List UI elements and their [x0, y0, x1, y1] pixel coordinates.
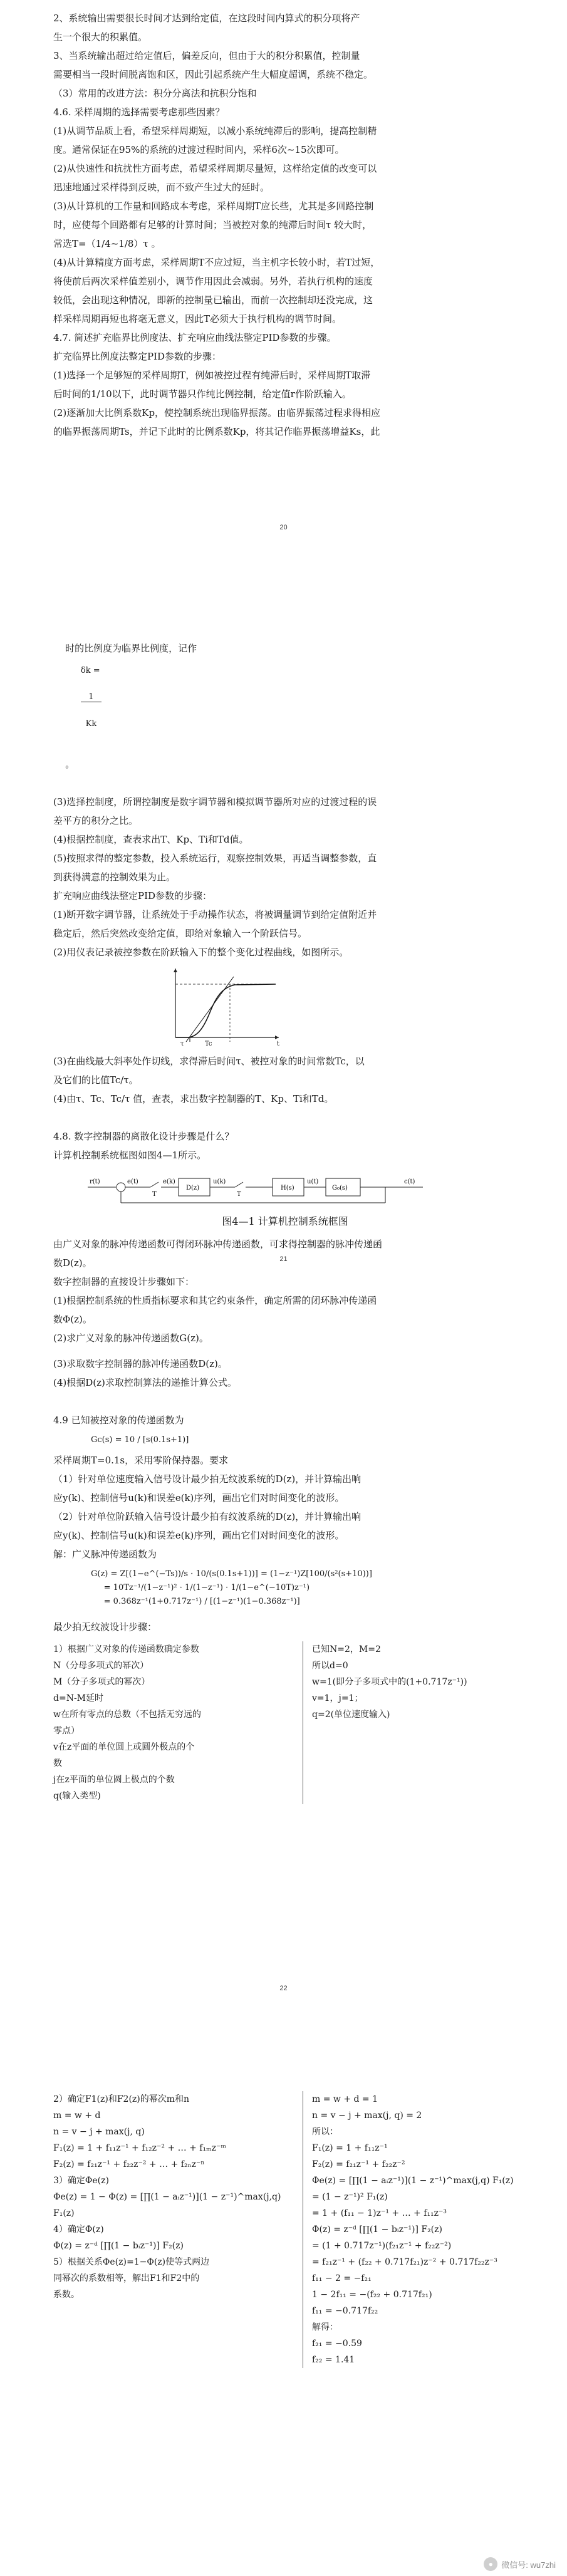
text-line: f₁₁ − 2 = −f₂₁: [312, 2273, 372, 2283]
text-line: M（分子多项式的幂次）: [53, 1677, 150, 1687]
text-line: 稳定后，然后突然改变给定值，即给对象输入一个阶跃信号。: [53, 928, 308, 939]
text-line: 4.7. 简述扩充临界比例度法、扩充响应曲线法整定PID参数的步骤。: [53, 332, 336, 343]
text-line: (4)根据控制度，查表求出T、Kp、Ti和Td值。: [53, 834, 249, 845]
page-1-text: [53, 9, 517, 441]
page-number: 21: [279, 1255, 288, 1263]
t-label: t: [277, 1041, 280, 1047]
step-response-plot: [160, 965, 285, 1047]
text-line: 生一个很大的积累值。: [53, 31, 148, 43]
text-line: 同幂次的系数相等，解出F1和F2中的: [53, 2273, 200, 2283]
text-line: (1)根据控制系统的性质指标要求和其它约束条件，确定所需的闭环脉冲传递函: [53, 1295, 377, 1306]
page-2-text-a: [53, 792, 517, 962]
svg-text:T: T: [152, 1191, 157, 1198]
text-line: F₂(z) = f₂₁z⁻¹ + f₂₂z⁻² + … + f₂ₙz⁻ⁿ: [53, 2159, 205, 2169]
text-line: (4)根据D(z)求取控制算法的递推计算公式。: [53, 1377, 237, 1388]
text-line: (2)从快速性和抗扰性方面考虑，希望采样周期尽量短，这样给定值的改变可以: [53, 163, 377, 174]
text-line: 解：广义脉冲传递函数为: [53, 1549, 157, 1560]
text-line: f₂₁ = −0.59: [312, 2339, 362, 2349]
text-line: 较低，会出现这种情况，即新的控制量已输出，而前一次控制却还没完成，这: [53, 294, 373, 306]
controller-label: D(z): [186, 1185, 200, 1192]
text-line: 已知N=2，M=2: [312, 1644, 381, 1654]
text-line: (3)选择控制度，所谓控制度是数字调节器和模拟调节器所对应的过渡过程的误: [53, 796, 377, 808]
page-number: 22: [279, 1985, 288, 1992]
critical-ratio-line: 时的比例度为临界比例度，记作 δk = $\frac{1}{Kk}$ 。: [65, 643, 197, 770]
block-diagram-svg: [85, 1168, 435, 1207]
text-line: m = w + d = 1: [312, 2094, 378, 2104]
text-line: F₁(z) = 1 + f₁₁z⁻¹ + f₁₂z⁻² + … + f₁ₘz⁻ᵐ: [53, 2143, 226, 2153]
text-line: v在z平面的单位圆上或圆外极点的个: [53, 1742, 195, 1752]
text-line: (4)由τ、Tc、Tc/τ 值，查表，求出数字控制器的T、Kp、Ti和Td。: [53, 1093, 334, 1104]
step-response-figure: [160, 965, 285, 1047]
text-line: (3)在曲线最大斜率处作切线，求得滞后时间τ、被控对象的时间常数Tc，以: [53, 1056, 365, 1067]
text-line: (1)从调节品质上看，希望采样周期短，以减小系统纯滞后的影响，提高控制精: [53, 125, 377, 137]
ut-label: u(t): [307, 1178, 319, 1185]
text-line: (1)选择一个足够短的采样周期T，例如被控过程有纯滞后时，采样周期T取滞: [53, 370, 371, 381]
design-steps-left-2: [53, 2091, 303, 2368]
text-line: 1 − 2f₁₁ = −(f₂₂ + 0.717f₂₁): [312, 2290, 432, 2300]
text-line: 数D(z)。: [53, 1257, 92, 1269]
text-line: (2)用仪表记录被控参数在阶跃输入下的整个变化过程曲线，如图所示。: [53, 947, 349, 958]
text-line: 所以：: [312, 2127, 338, 2137]
sampler-1: [150, 1182, 159, 1187]
plant-label: G₀(s): [332, 1185, 348, 1192]
page-3-text-a: [53, 1354, 517, 1430]
sampler-2: [235, 1182, 243, 1187]
text-line: [53, 1392, 517, 1411]
text-line: （3）常用的改进方法：积分分离法和抗积分饱和: [53, 88, 257, 99]
text-line: 计算机控制系统框图如图4—1所示。: [53, 1150, 207, 1161]
text-line: 由广义对象的脉冲传递函数可得闭环脉冲传递函数，可求得控制器的脉冲传递函: [53, 1239, 383, 1250]
design-steps-left: [53, 1641, 303, 1804]
text-line: Φ(z) = z⁻ᵈ [∏(1 − bᵢz⁻¹)] F₂(z): [312, 2225, 442, 2235]
design-steps-table-2: [53, 2091, 517, 2368]
tc-label: Tc: [205, 1041, 212, 1047]
text-line: 5）根据关系Φe(z)=1−Φ(z)使等式两边: [53, 2257, 210, 2267]
text-line: = (1 + 0.717z⁻¹)(f₂₁z⁻¹ + f₂₂z⁻²): [312, 2241, 452, 2251]
text-line: [53, 1108, 517, 1127]
input-label: r(t): [90, 1178, 100, 1185]
text-line: 4.8. 数字控制器的离散化设计步骤是什么？: [53, 1131, 234, 1142]
text-line: q=2(单位速度输入): [312, 1710, 390, 1720]
text-line: (5)按照求得的整定参数，投入系统运行，观察控制效果，再适当调整参数，直: [53, 853, 377, 864]
text-line: 度。通常保证在95%的系统的过渡过程时间内，采样6次~15次即可。: [53, 144, 345, 155]
summing-junction: [117, 1183, 125, 1192]
text-line: 3）确定Φe(z): [53, 2176, 109, 2186]
page-2-text-c: [53, 1235, 517, 1348]
uk-label: u(k): [213, 1178, 226, 1185]
text-line: 解得：: [312, 2322, 338, 2332]
design-steps-right: [303, 1641, 517, 1804]
text-line: f₂₂ = 1.41: [312, 2355, 355, 2365]
page-number: 20: [279, 524, 288, 531]
text-line: v=1，j=1；: [312, 1693, 363, 1703]
text-line: 时，应使每个回路都有足够的计算时间；当被控对象的纯滞后时间τ 较大时，: [53, 219, 372, 231]
page-2: [53, 620, 517, 1348]
text-line: 数Φ(z)。: [53, 1314, 92, 1325]
response-curve: [175, 984, 276, 1037]
text-line: 系数。: [53, 2290, 80, 2300]
text-line: 差平方的积分之比。: [53, 815, 138, 826]
text-line: 4.6. 采样周期的选择需要考虑那些因素？: [53, 106, 225, 118]
text-line: d=N-M延时: [53, 1693, 104, 1703]
generalized-pulse-transfer-function: [91, 1567, 517, 1609]
text-line: (3)求取数字控制器的脉冲传递函数D(z)。: [53, 1358, 227, 1369]
text-line: (3)从计算机的工作量和回路成本考虑，采样周期T应长些，尤其是多回路控制: [53, 200, 374, 212]
text-line: j在z平面的单位圆上极点的个数: [53, 1775, 175, 1785]
text-line: 应y(k)、控制信号u(k)和误差e(k)序列，画出它们对时间变化的波形。: [53, 1530, 345, 1541]
page-1: [53, 9, 517, 441]
text-line: 扩充临界比例度法整定PID参数的步骤：: [53, 351, 222, 362]
text-line: (1)断开数字调节器，让系统处于手动操作状态，将被调量调节到给定值附近并: [53, 909, 377, 920]
tau-label: τ: [180, 1041, 184, 1047]
svg-text:T: T: [237, 1191, 241, 1198]
text-line: Φ(z) = z⁻ᵈ [∏(1 − bᵢz⁻¹)] F₂(z): [53, 2241, 184, 2251]
text-line: Φe(z) = 1 − Φ(z) = [∏(1 − aᵢz⁻¹)](1 − z⁻¹)^max(j,q) F₁(z): [53, 2192, 284, 2218]
text-line: Φe(z) = [∏(1 − aᵢz⁻¹)](1 − z⁻¹)^max(j,q) F₁(z): [312, 2176, 514, 2186]
design-steps-table: [53, 1641, 517, 1804]
text-line: = 10Tz⁻¹/(1−z⁻¹)² · 1/(1−z⁻¹) · 1/(1−e^(−10T)z⁻¹): [91, 1583, 310, 1592]
text-line: 3、当系统输出超过给定值后，偏差反向，但由于大的积分积累值，控制量: [53, 50, 360, 61]
text-line: (2)逐渐加大比例系数Kp，使控制系统出现临界振荡。由临界振荡过程求得相应: [53, 407, 381, 418]
text-line: 需要相当一段时间脱离饱和区，因此引起系统产生大幅度超调，系统不稳定。: [53, 69, 373, 80]
text-line: m = w + d: [53, 2111, 101, 2121]
text-line: 常选T=（1/4~1/8）τ 。: [53, 238, 161, 249]
text-line: 1）根据广义对象的传递函数确定参数: [53, 1644, 199, 1654]
page-2-text-b: [53, 1052, 517, 1165]
text-line: w在所有零点的总数（不包括无穷远的: [53, 1710, 201, 1720]
text-line: F₁(z) = 1 + f₁₁z⁻¹: [312, 2143, 388, 2153]
tangent-line: [186, 977, 234, 1042]
text-line: = (1 − z⁻¹)² F₁(z): [312, 2192, 388, 2202]
text-line: 数: [53, 1758, 62, 1768]
x-arrow-icon: [275, 1036, 279, 1039]
design-steps-right-2: [303, 2091, 517, 2368]
text-line: (4)从计算精度方面考虑，采样周期T不应过短，当主机字长较小时，若T过短，: [53, 257, 380, 268]
text-line: N（分母多项式的幂次）: [53, 1661, 149, 1671]
text-line: （2）针对单位阶跃输入信号设计最少拍有纹波系统的D(z)，并计算输出响: [53, 1511, 362, 1522]
text-line: = 1 + (f₁₁ − 1)z⁻¹ + … + f₁₁z⁻³: [312, 2208, 447, 2218]
text-line: = 0.368z⁻¹(1+0.717z⁻¹) / [(1−z⁻¹)(1−0.368z⁻¹)]: [91, 1597, 300, 1606]
text-line: 将使前后两次采样值差别小，调节作用因此会减弱。另外，若执行机构的速度: [53, 276, 373, 287]
text-line: f₁₁ = −0.717f₂₂: [312, 2306, 378, 2316]
text-line: 扩充响应曲线法整定PID参数的步骤：: [53, 890, 212, 901]
min-step-title: 最少拍无纹波设计步骤：: [53, 1621, 157, 1633]
figure-4-1-caption: 图4—1 计算机控制系统框图: [222, 1215, 348, 1227]
text-line: 迅速地通过采样得到反映，而不致产生过大的延时。: [53, 182, 270, 193]
hold-label: H(s): [281, 1185, 294, 1192]
text-line: 样采样周期再短也将毫无意义，因此T必须大于执行机构的调节时间。: [53, 313, 342, 325]
text-line: 2、系统输出需要很长时间才达到给定值，在这段时间内算式的积分项将产: [53, 13, 360, 24]
wechat-icon: ●: [484, 2557, 497, 2571]
text-line: （1）针对单位速度输入信号设计最少拍无纹波系统的D(z)，并计算输出响: [53, 1473, 362, 1485]
text-line: 的临界振荡周期Ts，并记下此时的比例系数Kp，将其记作临界振荡增益Ks，此: [53, 426, 380, 437]
output-label: c(t): [404, 1178, 415, 1185]
text-line: 数字控制器的直接设计步骤如下：: [53, 1276, 195, 1287]
text-line: n = v − j + max(j, q): [53, 2127, 145, 2137]
page-4: [53, 2086, 517, 2368]
text-line: 所以d=0: [312, 1661, 348, 1671]
text-line: 应y(k)、控制信号u(k)和误差e(k)序列，画出它们对时间变化的波形。: [53, 1492, 345, 1504]
watermark: ● 微信号: wu7zhi: [484, 2557, 556, 2571]
text-line: 4.9 已知被控对象的传递函数为: [53, 1415, 184, 1426]
block-diagram: [85, 1168, 435, 1207]
page-3: [53, 1354, 517, 1804]
text-line: w=1(即分子多项式中的(1+0.717z⁻¹)): [312, 1677, 467, 1687]
text-line: 及它们的比值Tc/τ。: [53, 1074, 138, 1086]
text-line: G(z) = Z[(1−e^(−Ts))/s · 10/(s(0.1s+1))] = (1−z⁻¹)Z[100/(s²(s+10))]: [91, 1569, 372, 1579]
error-label: e(t): [127, 1178, 138, 1185]
y-arrow-icon: [174, 969, 177, 972]
plant-transfer-function: Gc(s) = 10 / [s(0.1s+1)]: [91, 1435, 189, 1445]
text-line: 2）确定F1(z)和F2(z)的幂次m和n: [53, 2094, 190, 2104]
text-line: 4）确定Φ(z): [53, 2225, 104, 2235]
text-line: 采样周期T=0.1s，采用零阶保持器。要求: [53, 1455, 229, 1466]
text-line: F₂(z) = f₂₁z⁻¹ + f₂₂z⁻²: [312, 2159, 405, 2169]
ek-label: e(k): [163, 1178, 175, 1185]
text-line: q(输入类型): [53, 1791, 101, 1801]
text-line: 到获得满意的控制效果为止。: [53, 871, 176, 883]
text-line: 后时间的1/10以下，此时调节器只作纯比例控制，给定值r作阶跃输入。: [53, 388, 351, 400]
text-line: = f₂₁z⁻¹ + (f₂₂ + 0.717f₂₁)z⁻² + 0.717f₂₂z⁻³: [312, 2257, 497, 2267]
text-line: (2)求广义对象的脉冲传递函数G(z)。: [53, 1332, 209, 1344]
text-line: n = v − j + max(j, q) = 2: [312, 2111, 422, 2121]
delta-k-formula: δk = $\frac{1}{Kk}$: [65, 658, 101, 755]
page-3-text-b: [53, 1451, 517, 1564]
text-line: 零点）: [53, 1726, 80, 1736]
